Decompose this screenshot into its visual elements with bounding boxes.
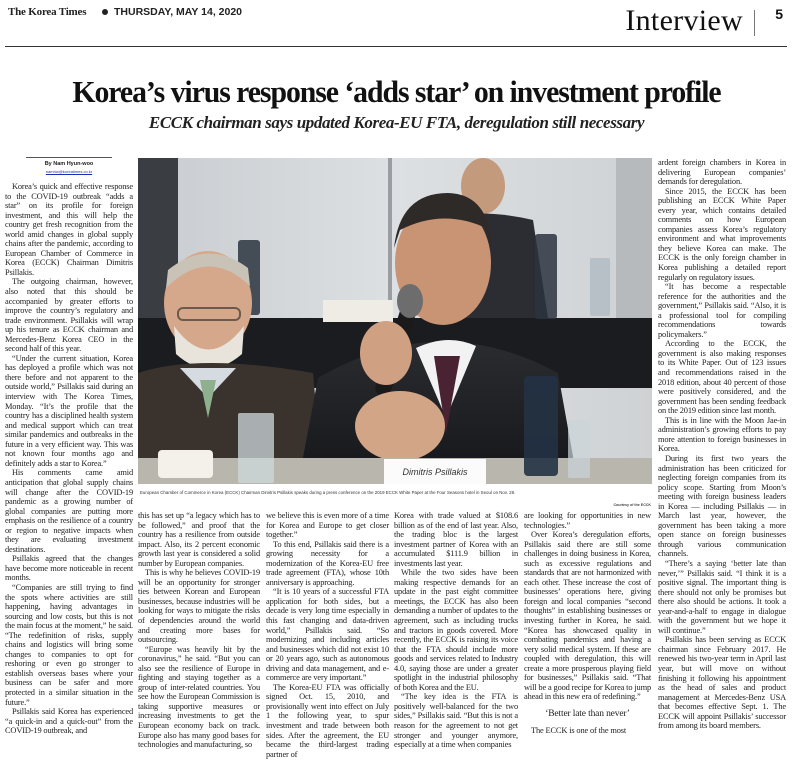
article-paragraph: His comments came amid anticipation that global supply chains will change after the COVID-19 pandemic as a growing number of global companies are putting more emphasis on the resilience of a country or region to negative impacts when they are evaluating investment destinations. [5,468,133,554]
photo-illustration [138,158,652,484]
article-paragraph: we believe this is even more of a time for Korea and Europe to get closer together.” [266,511,389,540]
photo-caption: European Chamber of Commerce in Korea (ECCK) Chairman Dimitris Psillakis speaks during a press conference on the 2019 ECCK White Paper at the Four Seasons hotel in Seoul on Nov. 28. [140,490,516,495]
article-paragraph: During its first two years the administration has been criticized for neglecting foreign companies from its policy scope. Starting from Moon’s meeting with foreign business leaders in Korea — including Psillakis — in March last year, however, the government has been taking a more open stance on foreign businesses through various communication channels. [658,453,786,559]
photo-name-card: Dimitris Psillakis [402,467,468,477]
article-paragraph: The Korea-EU FTA was officially signed Oct. 15, 2010, and provisionally went into effect on July 1 the following year, to spur investment and trade between both sides. After the agreement, the EU became the third-largest trading partner of [266,682,389,759]
masthead-rule [5,46,787,47]
article-paragraph: Psillakis said Korea has experienced “a quick-in and a quick-out” from the COVID-19 outbreak, and [5,707,133,736]
subheadline: ECCK chairman says updated Korea-EU FTA, deregulation still necessary [148,113,645,132]
article-paragraph: Psillakis agreed that the changes have become more noticeable in recent months. [5,554,133,583]
page-number: 5 [775,6,783,22]
article-paragraph: ardent foreign chambers in Korea in delivering European companies’ demands for deregulation. [658,158,786,187]
article-paragraph: “Under the current situation, Korea has deployed a profile which was not there before and not apparent to the outside world,” Psillakis said during an interview with The Korea Times, Monday. “It’s the profile that the country has a disciplined health system and medical support which can treat similar pandemics and outbreaks in the future in a very efficient way. This was not known four months ago and definitely adds a star to Korea.” [5,353,133,468]
article-paragraph: This is in line with the Moon Jae-in administration’s growing efforts to pay more attention to foreign businesses in Korea. [658,415,786,454]
article-paragraph: Over Korea’s deregulation efforts, Psillakis said there are still some challenges in doing business in Korea, such as excessive regulations and standards that are not harmonized with each other. These increase the cost of businesses’ operations here, giving foreign and local companies “second thoughts” in establishing businesses or investing further in Korea, he said. “Korea has showcased quality in combating pandemics and having a very solid medical system. If these are coupled with deregulation, this will create a more prosperous playing field for businesses,” Psillakis said. “That will be a good recipe for Korea to jump ahead in this new era of redefining.” [524,530,651,702]
article-column-6 [658,158,786,731]
article-paragraph: This is why he believes COVID-19 will be an opportunity for stronger ties between Korean and European businesses, because industries will be looking for ways to mitigate the risks of dependencies around the world and creating more bases for outsourcing. [138,568,260,645]
article-column-2 [138,511,260,750]
article-paragraph: The ECCK is one of the most [531,726,627,736]
article-paragraph: Korea with trade valued at $108.6 billion as of the end of last year. Also, the trading bloc is the largest investment partner of Korea with an accumulated $111.9 billion in investments last year. [394,511,518,568]
article-paragraph: are looking for opportunities in new technologies.” [524,511,651,530]
article-column-4 [394,511,518,750]
photo-credit: Courtesy of the ECCK [613,503,651,507]
article-paragraph: “It has become a respectable reference for the authorities and the government,” Psillakis said. “Also, it is a professional tool for compiling recommendations towards policymakers.” [658,282,786,339]
article-column-1 [5,182,133,736]
newspaper-name: The Korea Times [8,6,87,18]
section-divider [754,10,755,36]
article-paragraph: “There’s a saying ‘better late than never,’” Psillakis said. “I think it is a positive signal. The important thing is there should not only be promises but there also should be actions. It took a year-and-a-half to engage in dialogue with the government but we hope it will continue.” [658,558,786,635]
masthead-bar [8,4,785,40]
article-paragraph: According to the ECCK, the government is also making responses to its White Paper. Out of 123 issues and recommendations raised in the 2018 edition, about 40 percent of those were positively considered, and the government has been sending feedback on the 2019 edition since last month. [658,339,786,416]
article-paragraph: “The key idea is the FTA is positively well-balanced for the two sides,” Psillakis said. “But this is not a reason for the agreement to not get stronger and younger anymore, especially at a time when companies [394,692,518,750]
article-paragraph: “Companies are still trying to find the spots where activities are still happening, having advantages in sourcing and low costs, but this is not the main focus at the moment,” he said. “The redefinition of risks, supply chains and logistics will bring some changes to companies to opt for reshoring or even go stronger to establish overseas bases where your business can be safer and more protected in a similar situation in the future.” [5,582,133,707]
article-paragraph: “Europe was heavily hit by the coronavirus,” he said. “But you can also see the resilience of Europe in fighting and staying together as a group of inter-related countries. You see how the European Commission is taking supportive measures or increasing investments to get the European economy back on track. Europe also has many good bases for technologies and manufacturing, so [138,644,260,750]
section-title: Interview [625,4,743,37]
article-paragraph: this has set up “a legacy which has to be followed,” and proof that the country has a resilience from outside impact. Also, its 2 percent economic growth last year is considered a solid number by European companies. [138,511,260,568]
article-paragraph: Since 2015, the ECCK has been publishing an ECCK White Paper every year, which contains detailed comments on how European companies assess Korea’s regulatory environment and what improvements they believe Korea can make. The ECCK is the only foreign chamber in Korea publishing a detailed report regularly on regulatory issues. [658,186,786,282]
section-subhead: ‘Better late than never’ [545,708,630,719]
byline: By Nam Hyun-woo [44,161,94,167]
article-paragraph: Psillakis has been serving as ECCK chairman since February 2017. He renewed his two-year term in April last year, but will move on without finishing it following his appointment as the head of sales and product management at Mercedes-Benz USA that becomes effective Sept. 1. The ECCK will appoint Psillakis’ successor from among its board members. [658,635,786,731]
article-paragraph: Korea’s quick and effective response to the COVID-19 outbreak “adds a star” on its profile for foreign investment, and this will help the country get fresh recognition from the world amid changes in global supply chains after the pandemic, according to European Chamber of Commerce in Korea (ECCK) Chairman Dimitris Psillakis. [5,182,133,277]
headline: Korea’s virus response ‘adds star’ on investment profile [72,74,721,109]
article-paragraph: While the two sides have been making respective demands for an update in the past eight committee meetings, the ECCK has also been demanding a number of updates to the agreement, such as including trucks and tractors in goods covered. More recently, the ECCK is raising its voice that the FTA should include more goods and services related to Industry 4.0, saying those are under a greater spotlight in the industrial philosophy of both Korea and the EU. [394,568,518,692]
article-column-5 [524,511,651,736]
article-paragraph: The outgoing chairman, however, also noted that this should be accompanied by greater efforts to improve the country’s regulatory and trade environment. Psillakis will wrap up his tenure as ECCK chairman and Mercedes-Benz Korea CEO in the second half of this year. [5,277,133,354]
article-photo [138,158,652,484]
byline-rule [26,157,112,158]
article-paragraph: “It is 10 years of a successful FTA application for both sides, but a decade is very long time especially in this fast changing and data-driven world,” Psillakis said. “So modernizing and including articles and businesses which did not exist 10 or 20 years ago, such as autonomous driving and data management, and e-commerce are very important.” [266,587,389,683]
issue-date: THURSDAY, MAY 14, 2020 [114,6,243,18]
bullet-icon [102,9,108,15]
article-column-3 [266,511,389,759]
article-paragraph: To this end, Psillakis said there is a growing necessity for a modernization of the Korea-EU free trade agreement (FTA), whose 10th anniversary is approaching. [266,539,389,587]
author-email-link[interactable]: namhw@koreatimes.co.kr [45,169,93,174]
